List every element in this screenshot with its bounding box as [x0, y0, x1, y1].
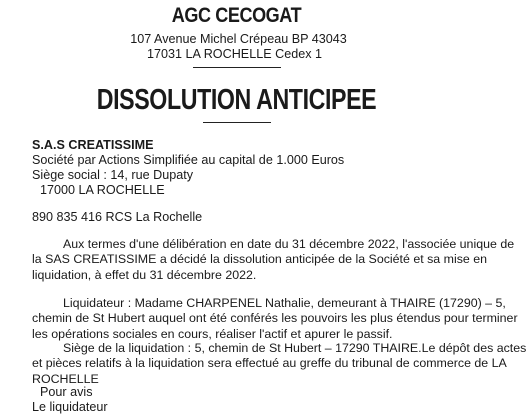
closing-line1: Pour avis — [40, 385, 93, 399]
paragraph-line: la SAS CREATISSIME a décidé la dissolution anticipée de la Société et sa mise en — [32, 252, 488, 267]
paragraph-seat — [32, 341, 526, 387]
paragraph-line: liquidation, à effet du 31 décembre 2022. — [32, 267, 257, 282]
paragraph-line: Siège de la liquidation : 5, chemin de St Hubert – 17290 THAIRE.Le dépôt des actes — [63, 341, 526, 355]
paragraph-line: Liquidateur : Madame CHARPENEL Nathalie, demeurant à THAIRE (17290) – 5, — [63, 296, 506, 310]
paragraph-liquidator — [32, 296, 518, 342]
firm-name: AGC CECOGAT — [171, 4, 302, 27]
paragraph-decision — [32, 237, 515, 283]
company-seat-line1: Siège social : 14, rue Dupaty — [32, 168, 194, 182]
paragraph-line: et pièces relatifs à la liquidation sera effectué au greffe du tribunal de commerce de LA — [32, 356, 507, 371]
paragraph-line: chemin de St Hubert auquel ont été conférés les pouvoirs les plus étendus pour terminer — [32, 311, 518, 326]
company-form: Société par Actions Simplifiée au capital de 1.000 Euros — [32, 153, 345, 167]
notice-title: DISSOLUTION ANTICIPEE — [96, 84, 377, 116]
company-name: S.A.S CREATISSIME — [32, 138, 154, 152]
company-rcs: 890 835 416 RCS La Rochelle — [32, 210, 203, 224]
divider — [203, 122, 271, 123]
paragraph-line: Aux termes d'une délibération en date du 31 décembre 2022, l'associée unique de — [63, 237, 515, 251]
paragraph-line: ROCHELLE — [32, 371, 99, 386]
firm-address-line1: 107 Avenue Michel Crépeau BP 43043 — [130, 32, 347, 46]
firm-address-line2: 17031 LA ROCHELLE Cedex 1 — [146, 47, 323, 61]
company-seat-line2: 17000 LA ROCHELLE — [40, 183, 165, 197]
divider — [193, 67, 281, 68]
paragraph-line: les opérations sociales en cours, réaliser l'actif et apurer le passif. — [32, 326, 393, 341]
closing-line2: Le liquidateur — [32, 400, 108, 414]
